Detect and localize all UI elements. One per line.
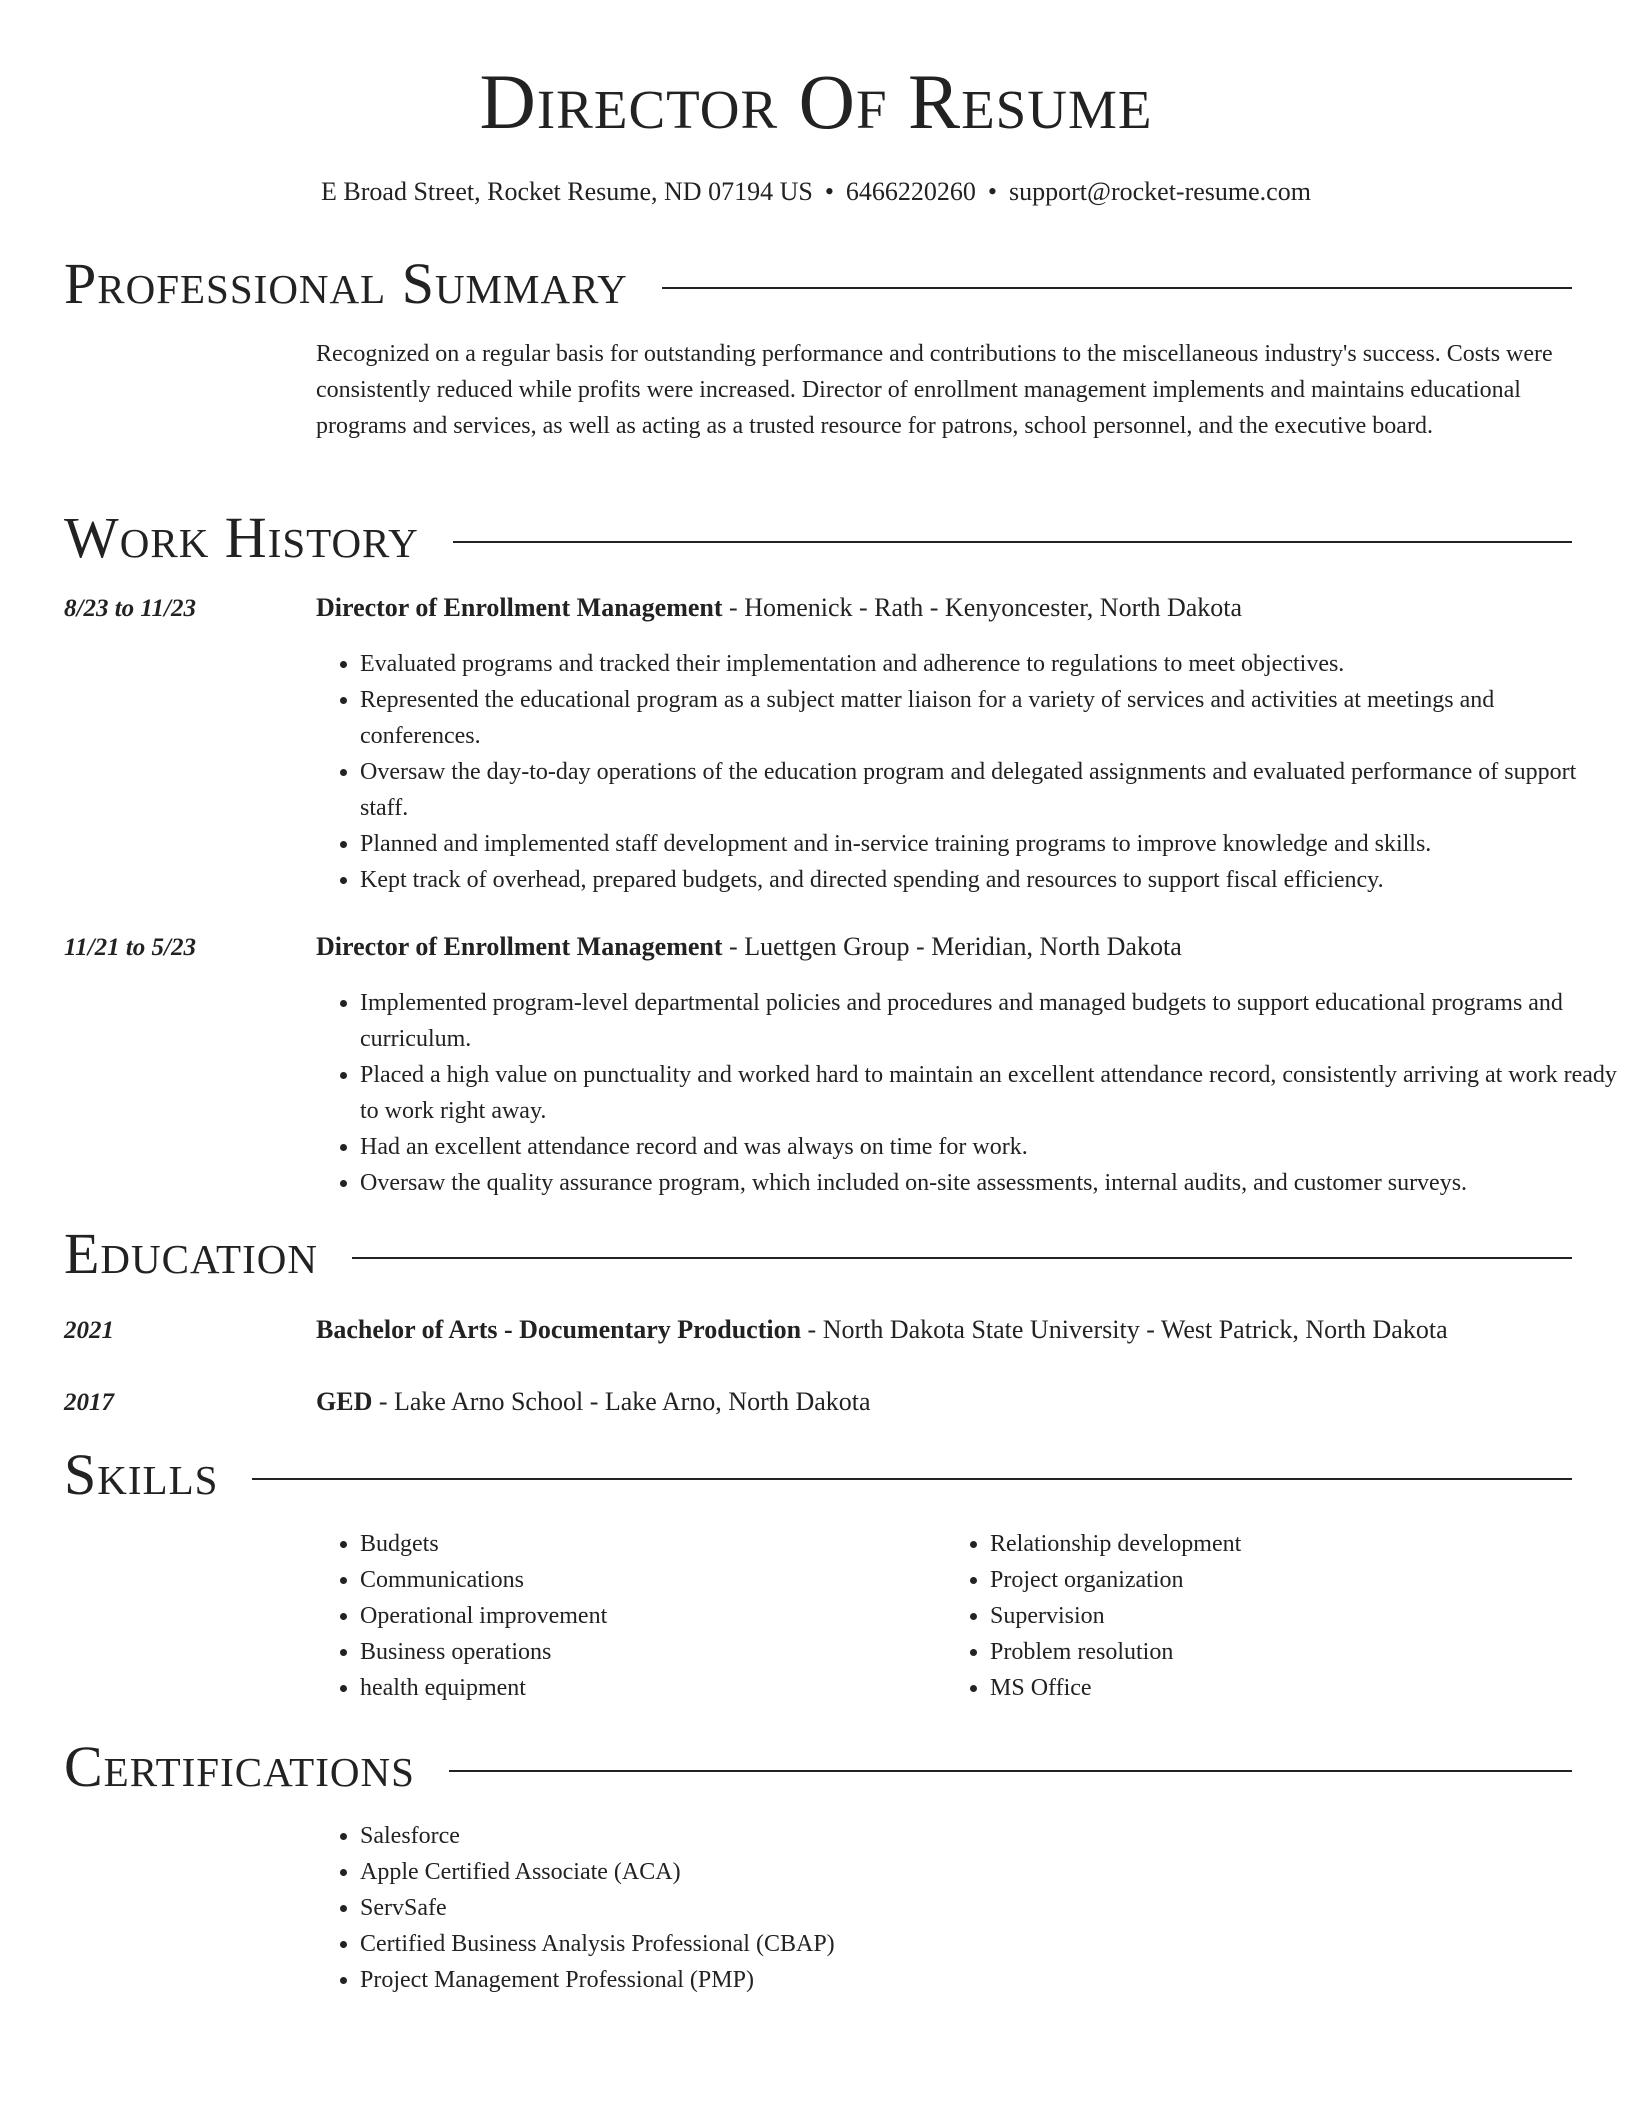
skills-column-right (946, 1526, 1576, 1706)
certification-item: • Salesforce (360, 1818, 1620, 1854)
certification-item: • Apple Certified Associate (ACA) (360, 1854, 1620, 1890)
section-title-skills: Skills (64, 1442, 219, 1507)
section-title-certifications: Certifications (64, 1734, 415, 1799)
skill-item: • MS Office (990, 1670, 1576, 1706)
list-item: • Had an excellent attendance record and was always on time for work. (360, 1129, 1620, 1165)
contact-phone: 6466220260 (845, 177, 976, 206)
list-item: • Evaluated programs and tracked their implementation and adherence to regulations to meet objectives. (360, 646, 1620, 682)
section-divider (449, 1770, 1572, 1772)
job-title: Director of Enrollment Management (316, 932, 723, 961)
education-heading (316, 1314, 1576, 1345)
skill-item: • Project organization (990, 1562, 1576, 1598)
skill-item: • Operational improvement (360, 1598, 946, 1634)
section-title-summary: Professional Summary (64, 251, 628, 316)
contact-address: E Broad Street, Rocket Resume, ND 07194 US (321, 177, 813, 206)
list-item: • Placed a high value on punctuality and worked hard to maintain an excellent attendance record, consistently arriving at work ready to work right away. (360, 1057, 1620, 1129)
skill-item: • Problem resolution (990, 1634, 1576, 1670)
certification-item: • ServSafe (360, 1890, 1620, 1926)
list-item: • Oversaw the day-to-day operations of the education program and delegated assignments and evaluated performance of support staff. (360, 754, 1620, 826)
skill-item: • Budgets (360, 1526, 946, 1562)
contact-line (0, 175, 1632, 209)
job-heading (316, 592, 1576, 623)
job-bullets (316, 985, 1620, 1201)
section-header-certifications (64, 1735, 1572, 1799)
section-header-skills (64, 1443, 1572, 1507)
list-item: • Represented the educational program as a subject matter liaison for a variety of services and activities at meetings and conferences. (360, 682, 1620, 754)
summary-text: Recognized on a regular basis for outstanding performance and contributions to the miscellaneous industry's success. Costs were consistently reduced while profits were increased. Director of enrollment management implements and maintains educational programs and services, as well as acting as a trusted resource for patrons, school personnel, and the executive board. (316, 341, 1553, 439)
skill-item: • Relationship development (990, 1526, 1576, 1562)
skill-item: • Business operations (360, 1634, 946, 1670)
section-header-summary (64, 252, 1572, 316)
job-heading (316, 931, 1576, 962)
skills-column-left (316, 1526, 946, 1706)
skill-item: • Communications (360, 1562, 946, 1598)
education-detail: - North Dakota State University - West Patrick, North Dakota (801, 1315, 1448, 1344)
job-bullets (316, 646, 1620, 898)
list-item: • Implemented program-level departmental policies and procedures and managed budgets to support educational programs and curriculum. (360, 985, 1620, 1057)
job-detail: - Luettgen Group - Meridian, North Dakota (722, 932, 1182, 961)
education-year: 2021 (64, 1317, 114, 1344)
job-dates: 8/23 to 11/23 (64, 595, 196, 622)
list-item: • Oversaw the quality assurance program, which included on-site assessments, internal audits, and customer surveys. (360, 1165, 1620, 1201)
education-degree: GED (316, 1387, 373, 1416)
education-heading (316, 1386, 1576, 1417)
section-divider (453, 541, 1572, 543)
section-header-education (64, 1222, 1572, 1286)
job-detail: - Homenick - Rath - Kenyoncester, North Dakota (722, 593, 1243, 622)
skills-grid (316, 1526, 1576, 1706)
resume-name: Director Of Resume (479, 58, 1153, 145)
section-header-work (64, 506, 1572, 570)
education-detail: - Lake Arno School - Lake Arno, North Dakota (372, 1387, 871, 1416)
skill-item: • health equipment (360, 1670, 946, 1706)
certification-item: • Project Management Professional (PMP) (360, 1962, 1620, 1998)
section-divider (662, 287, 1572, 289)
section-divider (252, 1478, 1572, 1480)
section-divider (352, 1257, 1572, 1259)
contact-email: support@rocket-resume.com (1009, 177, 1311, 206)
certification-item: • Certified Business Analysis Professional (CBAP) (360, 1926, 1620, 1962)
skill-item: • Supervision (990, 1598, 1576, 1634)
education-degree: Bachelor of Arts - Documentary Production (316, 1315, 802, 1344)
list-item: • Kept track of overhead, prepared budgets, and directed spending and resources to support fiscal efficiency. (360, 862, 1620, 898)
list-item: • Planned and implemented staff development and in-service training programs to improve knowledge and skills. (360, 826, 1620, 862)
contact-separator: • (987, 177, 998, 206)
section-title-work: Work History (64, 505, 419, 570)
contact-separator: • (824, 177, 834, 206)
job-title: Director of Enrollment Management (316, 593, 723, 622)
job-dates: 11/21 to 5/23 (64, 934, 196, 961)
education-year: 2017 (64, 1389, 114, 1416)
section-title-education: Education (64, 1221, 318, 1286)
certifications-list (316, 1818, 1620, 1998)
